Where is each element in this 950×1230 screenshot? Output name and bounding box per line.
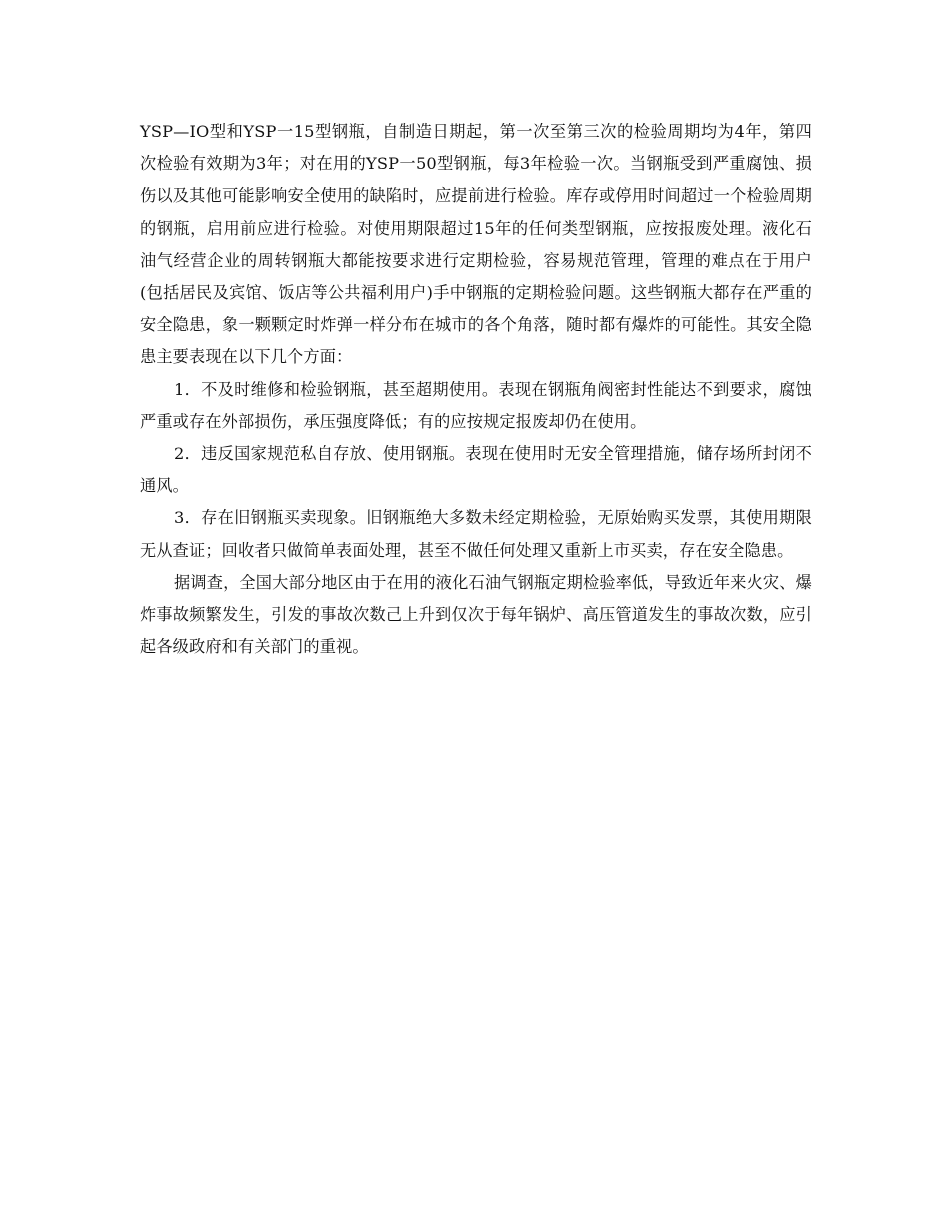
paragraph-point-2: 2．违反国家规范私自存放、使用钢瓶。表现在使用时无安全管理措施，储存场所封闭不通风。 — [140, 444, 812, 496]
document-page — [140, 116, 812, 663]
paragraph-conclusion: 据调查，全国大部分地区由于在用的液化石油气钢瓶定期检验率低，导致近年来火灾、爆炸事故频繁发生，引发的事故次数己上升到仅次于每年锅炉、高压管道发生的事故次数，应引起各级政府和有关部门的重视。 — [140, 572, 812, 657]
paragraph-inspection-periods: YSP—IO型和YSP一15型钢瓶，自制造日期起，第一次至第三次的检验周期均为4年，第四次检验有效期为3年；对在用的YSP一50型钢瓶，每3年检验一次。当钢瓶受到严重腐蚀、损伤以及其他可能影响安全使用的缺陷时，应提前进行检验。库存或停用时间超过一个检验周期的钢瓶，启用前应进行检验。对使用期限超过15年的任何类型钢瓶，应按报废处理。液化石油气经营企业的周转钢瓶大都能按要求进行定期检验，容易规范管理，管理的难点在于用户(包括居民及宾馆、饭店等公共福利用户)手中钢瓶的定期检验问题。这些钢瓶大都存在严重的安全隐患，象一颗颗定时炸弹一样分布在城市的各个角落，随时都有爆炸的可能性。其安全隐患主要表现在以下几个方面： — [140, 122, 812, 367]
paragraph-point-1: 1．不及时维修和检验钢瓶，甚至超期使用。表现在钢瓶角阀密封性能达不到要求，腐蚀严重或存在外部损伤，承压强度降低；有的应按规定报废却仍在使用。 — [140, 379, 812, 431]
paragraph-point-3: 3．存在旧钢瓶买卖现象。旧钢瓶绝大多数未经定期检验，无原始购买发票，其使用期限无从查证；回收者只做简单表面处理，甚至不做任何处理又重新上市买卖，存在安全隐患。 — [140, 508, 812, 560]
